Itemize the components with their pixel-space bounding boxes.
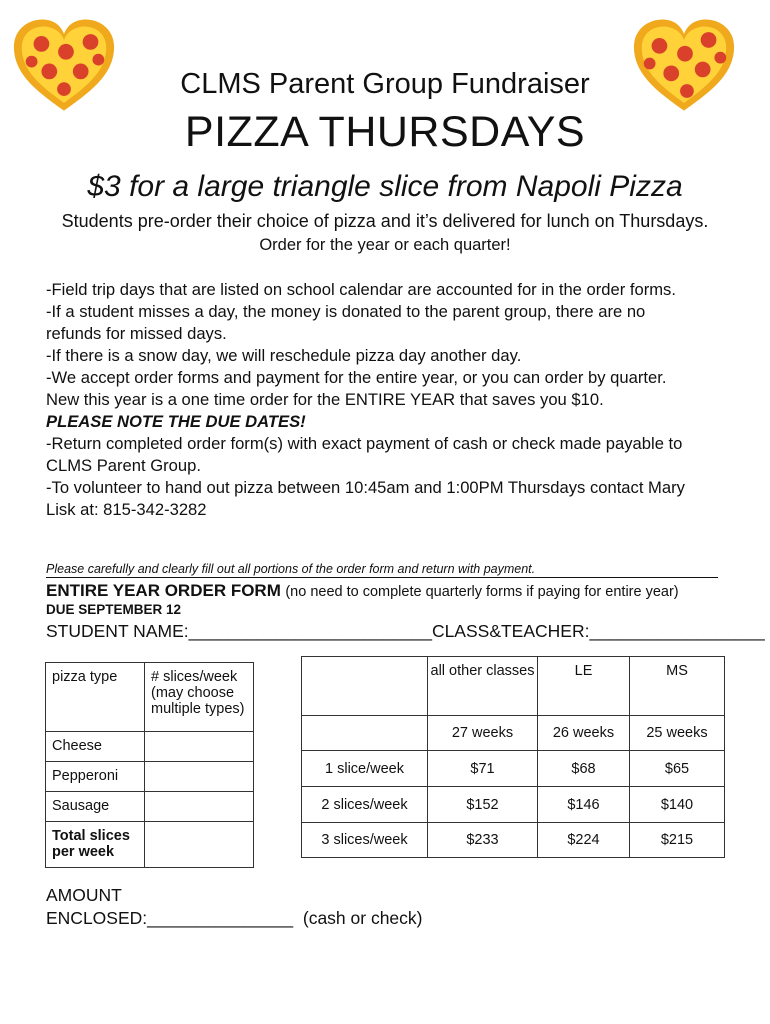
form-instructions: Please carefully and clearly fill out all portions of the order form and return with payment. — [46, 562, 718, 578]
row-label: 2 slices/week — [302, 787, 428, 823]
student-row — [46, 621, 765, 642]
rule-line: -To volunteer to hand out pizza between 10:45am and 1:00PM Thursdays contact Mary — [46, 478, 685, 497]
weeks-all-other: 27 weeks — [428, 716, 538, 751]
rule-line: New this year is a one time order for the ENTIRE YEAR that saves you $10. — [46, 390, 604, 409]
col-le: LE — [538, 657, 630, 716]
weeks-ms: 25 weeks — [630, 716, 725, 751]
price-cell: $65 — [630, 751, 725, 787]
page-title: PIZZA THURSDAYS — [184, 108, 586, 156]
rule-line: Lisk at: 815-342-3282 — [46, 500, 207, 519]
form-title: ENTIRE YEAR ORDER FORM — [46, 581, 281, 600]
header-slices-week: # slices/week (may choose multiple types) — [145, 663, 254, 732]
rule-line: -Return completed order form(s) with exact payment of cash or check made payable to — [46, 434, 683, 453]
amount-label: AMOUNT — [46, 885, 122, 905]
pizza-heart-icon — [630, 14, 738, 118]
row-label: 1 slice/week — [302, 751, 428, 787]
pizza-type-sausage: Sausage — [46, 792, 145, 822]
price-headline: $3 for a large triangle slice from Napoli Pizza — [87, 170, 683, 203]
rule-line: -If there is a snow day, we will reschedule pizza day another day. — [46, 346, 522, 365]
slices-input-sausage[interactable] — [145, 792, 254, 822]
price-cell: $140 — [630, 787, 725, 823]
amount-field[interactable]: _______________ — [147, 908, 294, 928]
class-teacher-field[interactable]: __________________ — [589, 621, 765, 641]
payment-note: (cash or check) — [302, 908, 423, 928]
amount-enclosed — [46, 884, 423, 930]
rule-line: refunds for missed days. — [46, 324, 227, 343]
class-teacher-label: CLASS&TEACHER: — [431, 621, 590, 641]
rule-line: -Field trip days that are listed on school calendar are accounted for in the order forms. — [46, 280, 676, 299]
col-ms: MS — [630, 657, 725, 716]
price-cell: $152 — [428, 787, 538, 823]
price-cell: $224 — [538, 823, 630, 858]
pizza-type-cheese: Cheese — [46, 732, 145, 762]
pizza-type-pepperoni: Pepperoni — [46, 762, 145, 792]
price-cell: $68 — [538, 751, 630, 787]
total-slices-label: Total slices per week — [46, 822, 145, 868]
slices-input-cheese[interactable] — [145, 732, 254, 762]
weeks-le: 26 weeks — [538, 716, 630, 751]
form-title-note: (no need to complete quarterly forms if paying for entire year) — [285, 584, 679, 600]
student-name-label: STUDENT NAME: — [46, 621, 189, 641]
price-corner — [302, 657, 428, 716]
weeks-corner — [302, 716, 428, 751]
rule-line: -We accept order forms and payment for the entire year, or you can order by quarter. — [46, 368, 667, 387]
student-name-field[interactable]: _________________________ — [188, 621, 432, 641]
rule-line: -If a student misses a day, the money is donated to the parent group, there are no — [46, 302, 646, 321]
form-heading — [46, 581, 679, 601]
price-cell: $215 — [630, 823, 725, 858]
enclosed-label: ENCLOSED: — [46, 908, 148, 928]
col-all-other-classes: all other classes — [428, 657, 538, 716]
intro-text: Students pre-order their choice of pizza and it’s delivered for lunch on Thursdays. — [61, 211, 709, 231]
order-table — [45, 662, 254, 868]
rule-line: CLMS Parent Group. — [46, 456, 201, 475]
due-date: DUE SEPTEMBER 12 — [46, 602, 182, 617]
price-cell: $71 — [428, 751, 538, 787]
due-dates-notice: PLEASE NOTE THE DUE DATES! — [46, 412, 306, 431]
price-table — [301, 656, 725, 858]
row-label: 3 slices/week — [302, 823, 428, 858]
header-pizza-type: pizza type — [46, 663, 145, 732]
slices-input-pepperoni[interactable] — [145, 762, 254, 792]
price-cell: $233 — [428, 823, 538, 858]
page-subtitle: CLMS Parent Group Fundraiser — [180, 68, 590, 100]
total-slices-input[interactable] — [145, 822, 254, 868]
intro-subtext: Order for the year or each quarter! — [259, 236, 511, 254]
price-cell: $146 — [538, 787, 630, 823]
pizza-heart-icon — [10, 14, 118, 118]
rules-list — [46, 279, 736, 521]
